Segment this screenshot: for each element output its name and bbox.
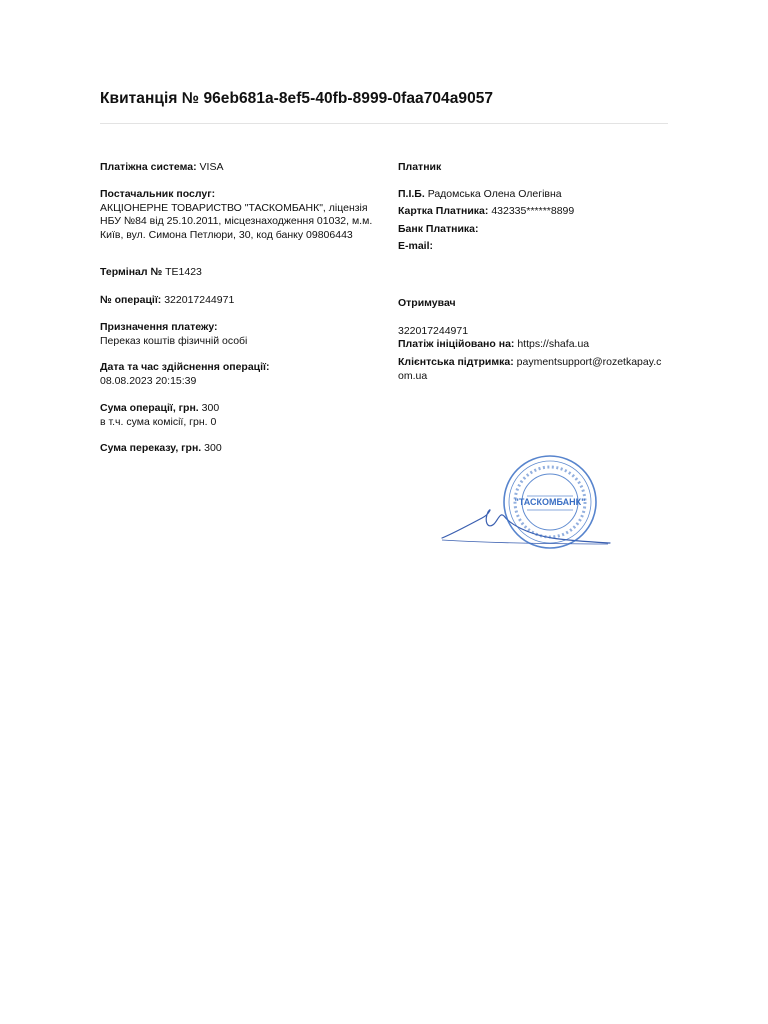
initiated-field — [398, 338, 668, 352]
support-email[interactable]: paymentsupport@rozetkapay.com.ua — [398, 356, 662, 382]
provider-field — [100, 188, 375, 242]
stamp-text: "ТАСКОМБАНК" — [514, 497, 586, 507]
stamp-seal-icon — [432, 452, 612, 552]
payer-bank-field — [398, 223, 668, 237]
payer-bank-label: Банк Платника: — [398, 223, 479, 235]
amount-label: Сума операції, грн. — [100, 402, 199, 414]
amount-value: 300 — [201, 402, 220, 414]
payer-card-value: 432335******8899 — [491, 205, 575, 217]
datetime-field — [100, 361, 375, 388]
initiated-link[interactable]: https://shafa.ua — [517, 338, 590, 350]
payer-card-field — [398, 205, 668, 219]
payment-system-field — [100, 161, 375, 175]
recipient-heading: Отримувач — [398, 297, 456, 309]
terminal-label: Термінал № — [100, 266, 163, 278]
title-divider — [100, 123, 668, 124]
provider-value: АКЦІОНЕРНЕ ТОВАРИСТВО "ТАСКОМБАНК", ліцензія НБУ №84 від 25.10.2011, місцезнаходження 01032, м.м. Київ, вул. Симона Петлюри, 30, код банку 09806443 — [100, 201, 373, 241]
payer-name-field — [398, 188, 668, 202]
payer-card-label: Картка Платника: — [398, 205, 489, 217]
terminal-field — [100, 266, 375, 280]
receipt-title: Квитанція № 96eb681a-8ef5-40fb-8999-0faa704a9057 — [100, 90, 494, 107]
transfer-amount-value: 300 — [204, 442, 222, 454]
purpose-field — [100, 321, 375, 348]
initiated-label: Платіж ініційовано на: — [398, 338, 515, 350]
terminal-value: TE1423 — [165, 266, 202, 278]
datetime-label: Дата та час здійснення операції: — [100, 361, 270, 373]
amount-field — [100, 402, 375, 429]
payment-system-label: Платіжна система: — [100, 161, 197, 173]
provider-label: Постачальник послуг: — [100, 188, 216, 200]
recipient-id: 322017244971 — [398, 325, 469, 337]
transfer-amount-label: Сума переказу, грн. — [100, 442, 202, 454]
payer-email-field — [398, 240, 668, 254]
support-field — [398, 356, 664, 383]
operation-number-field — [100, 294, 375, 308]
datetime-value: 08.08.2023 20:15:39 — [100, 374, 197, 387]
payment-system-value: VISA — [199, 161, 224, 173]
signature-and-stamp — [432, 452, 612, 552]
payer-heading: Платник — [398, 161, 442, 173]
payer-name-value: Радомська Олена Олегівна — [427, 188, 562, 200]
payer-email-label: E-mail: — [398, 240, 434, 252]
support-label: Клієнтська підтримка: — [398, 356, 514, 368]
purpose-label: Призначення платежу: — [100, 321, 218, 333]
commission-text: в т.ч. сума комісії, грн. 0 — [100, 415, 217, 428]
payer-name-label: П.І.Б. — [398, 188, 425, 200]
transfer-amount-field — [100, 442, 375, 456]
operation-number-value: 322017244971 — [164, 294, 235, 306]
operation-number-label: № операції: — [100, 294, 162, 306]
purpose-value: Переказ коштів фізичній особі — [100, 334, 248, 347]
